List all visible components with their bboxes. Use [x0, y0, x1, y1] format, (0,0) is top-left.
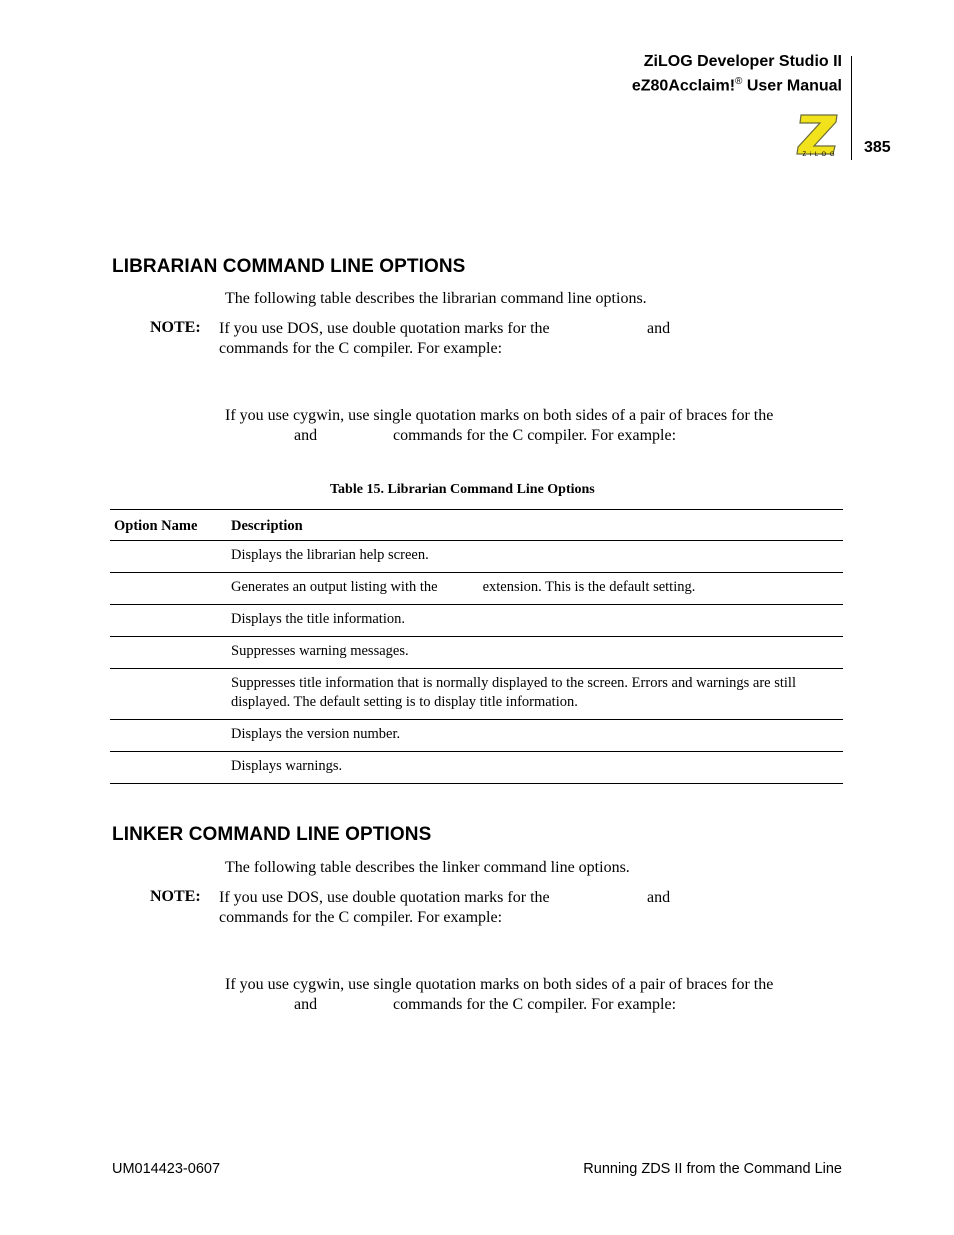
- librarian-cygwin-line2a: and: [294, 427, 318, 444]
- table-row: [110, 637, 843, 669]
- table-caption: Table 15. Librarian Command Line Options: [330, 482, 595, 497]
- col-description: Description: [231, 518, 303, 534]
- footer-doc-id: UM014423-0607: [112, 1161, 221, 1177]
- table-header-row: [110, 510, 843, 541]
- table-row: [110, 541, 843, 573]
- option-name: [110, 637, 231, 669]
- option-name: [110, 720, 231, 752]
- librarian-cygwin-line1: If you use cygwin, use single quotation marks on both sides of a pair of braces for the: [225, 407, 774, 424]
- librarian-note-line1b: and: [647, 320, 671, 337]
- option-description: Displays the title information.: [231, 611, 405, 627]
- linker-note-line1a: If you use DOS, use double quotation marks for the: [219, 889, 550, 906]
- header-title-line1: ZiLOG Developer Studio II: [643, 53, 842, 70]
- linker-note-line1b: and: [647, 889, 671, 906]
- linker-note-label: NOTE:: [150, 888, 201, 905]
- option-description-part-b: extension. This is the default setting.: [482, 579, 696, 595]
- librarian-intro: The following table describes the librarian command line options.: [225, 290, 647, 307]
- linker-heading: LINKER COMMAND LINE OPTIONS: [112, 824, 432, 845]
- option-description: Displays the librarian help screen.: [231, 547, 429, 563]
- linker-intro: The following table describes the linker command line options.: [225, 859, 630, 876]
- header-manual: User Manual: [742, 77, 842, 95]
- logo-text: Z i L O G: [802, 152, 836, 158]
- librarian-heading: LIBRARIAN COMMAND LINE OPTIONS: [112, 256, 466, 277]
- header-product: eZ80Acclaim!: [631, 77, 736, 95]
- option-name: [110, 605, 231, 637]
- option-name: [110, 752, 231, 784]
- option-name: [110, 669, 231, 720]
- option-name: [110, 541, 231, 573]
- option-description: [231, 573, 843, 605]
- table-row: [110, 573, 843, 605]
- table-row: [110, 605, 843, 637]
- header-title-line2: [632, 71, 842, 97]
- option-description: Suppresses title information that is normally displayed to the screen. Errors and warnings are still displayed. The default setting is to display title information.: [231, 675, 796, 710]
- option-description: Suppresses warning messages.: [231, 643, 409, 659]
- linker-note-line2: commands for the C compiler. For example:: [219, 909, 503, 926]
- table-row: [110, 669, 843, 720]
- linker-cygwin-line2a: and: [294, 996, 318, 1013]
- linker-cygwin-line2b: commands for the C compiler. For example:: [393, 996, 677, 1013]
- option-name: [110, 573, 231, 605]
- librarian-options-table: [110, 509, 843, 784]
- registered-mark: ®: [735, 76, 743, 87]
- footer-chapter: Running ZDS II from the Command Line: [583, 1161, 842, 1177]
- librarian-cygwin-line2b: commands for the C compiler. For example:: [393, 427, 677, 444]
- librarian-note-label: NOTE:: [150, 319, 201, 336]
- zilog-logo: [795, 112, 843, 162]
- table-row: [110, 720, 843, 752]
- librarian-note-line2: commands for the C compiler. For example:: [219, 340, 503, 357]
- linker-cygwin-line1: If you use cygwin, use single quotation marks on both sides of a pair of braces for the: [225, 976, 774, 993]
- option-description: Displays warnings.: [231, 758, 343, 774]
- option-description: Displays the version number.: [231, 726, 401, 742]
- col-option-name: Option Name: [114, 518, 198, 534]
- option-description-part-a: Generates an output listing with the: [231, 579, 438, 595]
- header-vertical-rule: [851, 56, 852, 160]
- table-row: [110, 752, 843, 784]
- page-number: 385: [864, 139, 891, 156]
- librarian-note-line1a: If you use DOS, use double quotation marks for the: [219, 320, 550, 337]
